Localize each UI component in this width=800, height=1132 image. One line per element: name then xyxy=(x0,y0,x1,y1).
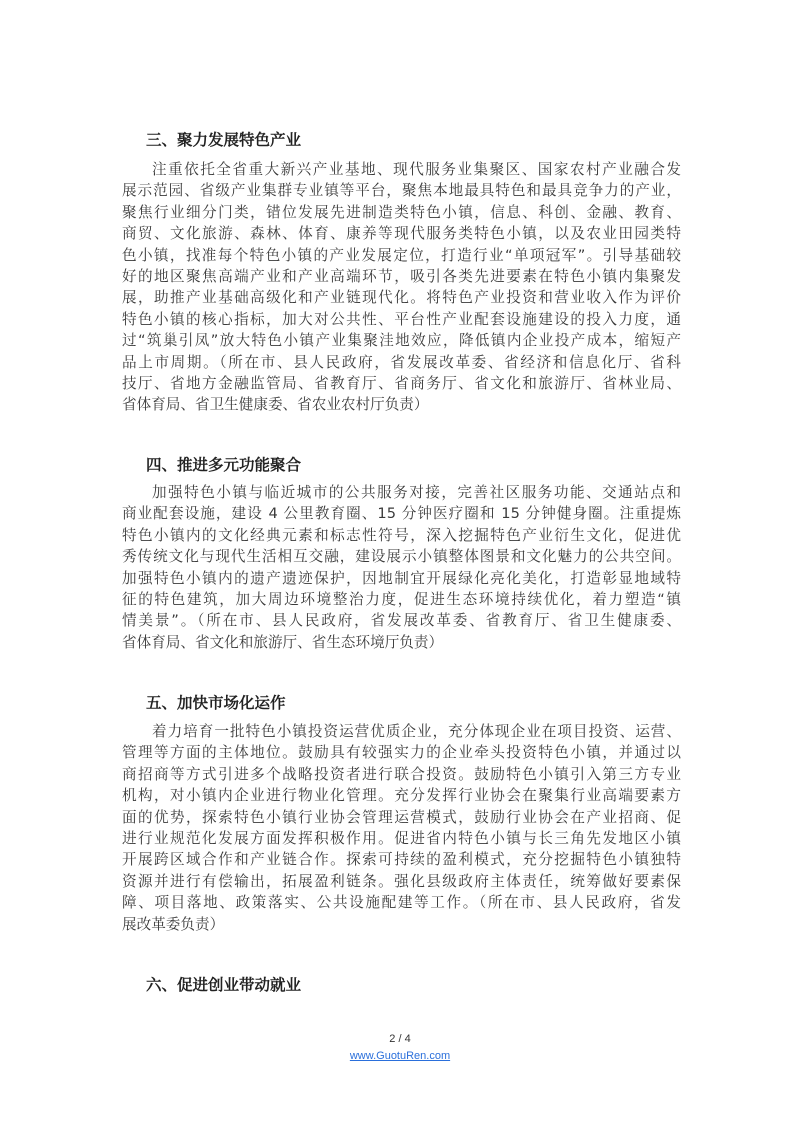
section-heading: 六、促进创业带动就业 xyxy=(146,976,302,994)
paragraph-line: 过“筑巢引凤”放大特色小镇产业集聚洼地效应，降低镇内企业投产成本，缩短产 xyxy=(122,332,681,350)
footer-website-link[interactable]: www.GuotuRen.com xyxy=(349,1050,451,1062)
paragraph-line: 障、项目落地、政策落实、公共设施配建等工作。（所在市、县人民政府，省发 xyxy=(122,894,681,912)
paragraph-line: 展示范园、省级产业集群专业镇等平台，聚焦本地最具特色和最具竞争力的产业， xyxy=(122,182,681,200)
section-heading: 三、聚力发展特色产业 xyxy=(146,131,302,149)
paragraph-line: 情美景”。（所在市、县人民政府，省发展改革委、省教育厅、省卫生健康委、 xyxy=(122,612,681,630)
paragraph-line: 面的优势，探索特色小镇行业协会管理运营模式，鼓励行业协会在产业招商、促 xyxy=(122,808,681,826)
paragraph-line: 技厅、省地方金融监管局、省教育厅、省商务厅、省文化和旅游厅、省林业局、 xyxy=(122,374,681,392)
paragraph-line: 征的特色建筑，加大周边环境整治力度，促进生态环境持续优化，着力塑造“镇 xyxy=(122,590,681,608)
paragraph-line: 特色小镇内的文化经典元素和标志性符号，深入挖掘特色产业衍生文化，促进优 xyxy=(122,526,681,544)
paragraph-line: 着力培育一批特色小镇投资运营优质企业，充分体现企业在项目投资、运营、 xyxy=(152,723,681,740)
paragraph-line: 商业配套设施，建设 4 公里教育圈、15 分钟医疗圈和 15 分钟健身圈。注重提炼 xyxy=(122,505,681,523)
paragraph-line: 展改革委负责） xyxy=(122,915,225,933)
paragraph-line: 特色小镇的核心指标，加大对公共性、平台性产业配套设施建设的投入力度，通 xyxy=(122,310,681,328)
paragraph-line: 开展跨区域合作和产业链合作。探索可持续的盈利模式，充分挖掘特色小镇独特 xyxy=(122,851,681,869)
paragraph-line: 注重依托全省重大新兴产业基地、现代服务业集聚区、国家农村产业融合发 xyxy=(152,161,681,178)
paragraph-line: 机构，对小镇内企业进行物业化管理。充分发挥行业协会在聚集行业高端要素方 xyxy=(122,787,681,805)
paragraph-line: 展，助推产业基础高级化和产业链现代化。将特色产业投资和营业收入作为评价 xyxy=(122,289,681,307)
section-paragraph xyxy=(122,721,681,935)
paragraph-line: 管理等方面的主体地位。鼓励具有较强实力的企业牵头投资特色小镇，并通过以 xyxy=(122,744,681,762)
paragraph-line: 色小镇，找准每个特色小镇的产业发展定位，打造行业“单项冠军”。引导基础较 xyxy=(122,246,681,264)
paragraph-line: 聚焦行业细分门类，错位发展先进制造类特色小镇，信息、科创、金融、教育、 xyxy=(122,203,681,221)
paragraph-line: 省体育局、省文化和旅游厅、省生态环境厅负责） xyxy=(122,633,444,651)
paragraph-line: 加强特色小镇与临近城市的公共服务对接，完善社区服务功能、交通站点和 xyxy=(152,484,681,501)
section-heading: 五、加快市场化运作 xyxy=(146,694,286,712)
section-heading: 四、推进多元功能聚合 xyxy=(146,456,302,474)
paragraph-line: 商贸、文化旅游、森林、体育、康养等现代服务类特色小镇，以及农业田园类特 xyxy=(122,225,681,243)
paragraph-line: 商招商等方式引进多个战略投资者进行联合投资。鼓励特色小镇引入第三方专业 xyxy=(122,765,681,783)
section-paragraph xyxy=(122,159,681,416)
paragraph-line: 品上市周期。（所在市、县人民政府，省发展改革委、省经济和信息化厅、省科 xyxy=(122,353,681,371)
section-paragraph xyxy=(122,482,681,653)
paragraph-line: 进行业规范化发展方面发挥积极作用。促进省内特色小镇与长三角先发地区小镇 xyxy=(122,829,681,847)
page-number: 2 / 4 xyxy=(389,1033,411,1045)
paragraph-line: 加强特色小镇内的遗产遗迹保护，因地制宜开展绿化亮化美化，打造彰显地域特 xyxy=(122,569,681,587)
paragraph-line: 资源并进行有偿输出，拓展盈利链条。强化县级政府主体责任，统筹做好要素保 xyxy=(122,872,681,890)
paragraph-line: 秀传统文化与现代生活相互交融，建设展示小镇整体图景和文化魅力的公共空间。 xyxy=(122,548,681,566)
paragraph-line: 好的地区聚焦高端产业和产业高端环节，吸引各类先进要素在特色小镇内集聚发 xyxy=(122,267,681,285)
paragraph-line: 省体育局、省卫生健康委、省农业农村厅负责） xyxy=(122,396,429,414)
